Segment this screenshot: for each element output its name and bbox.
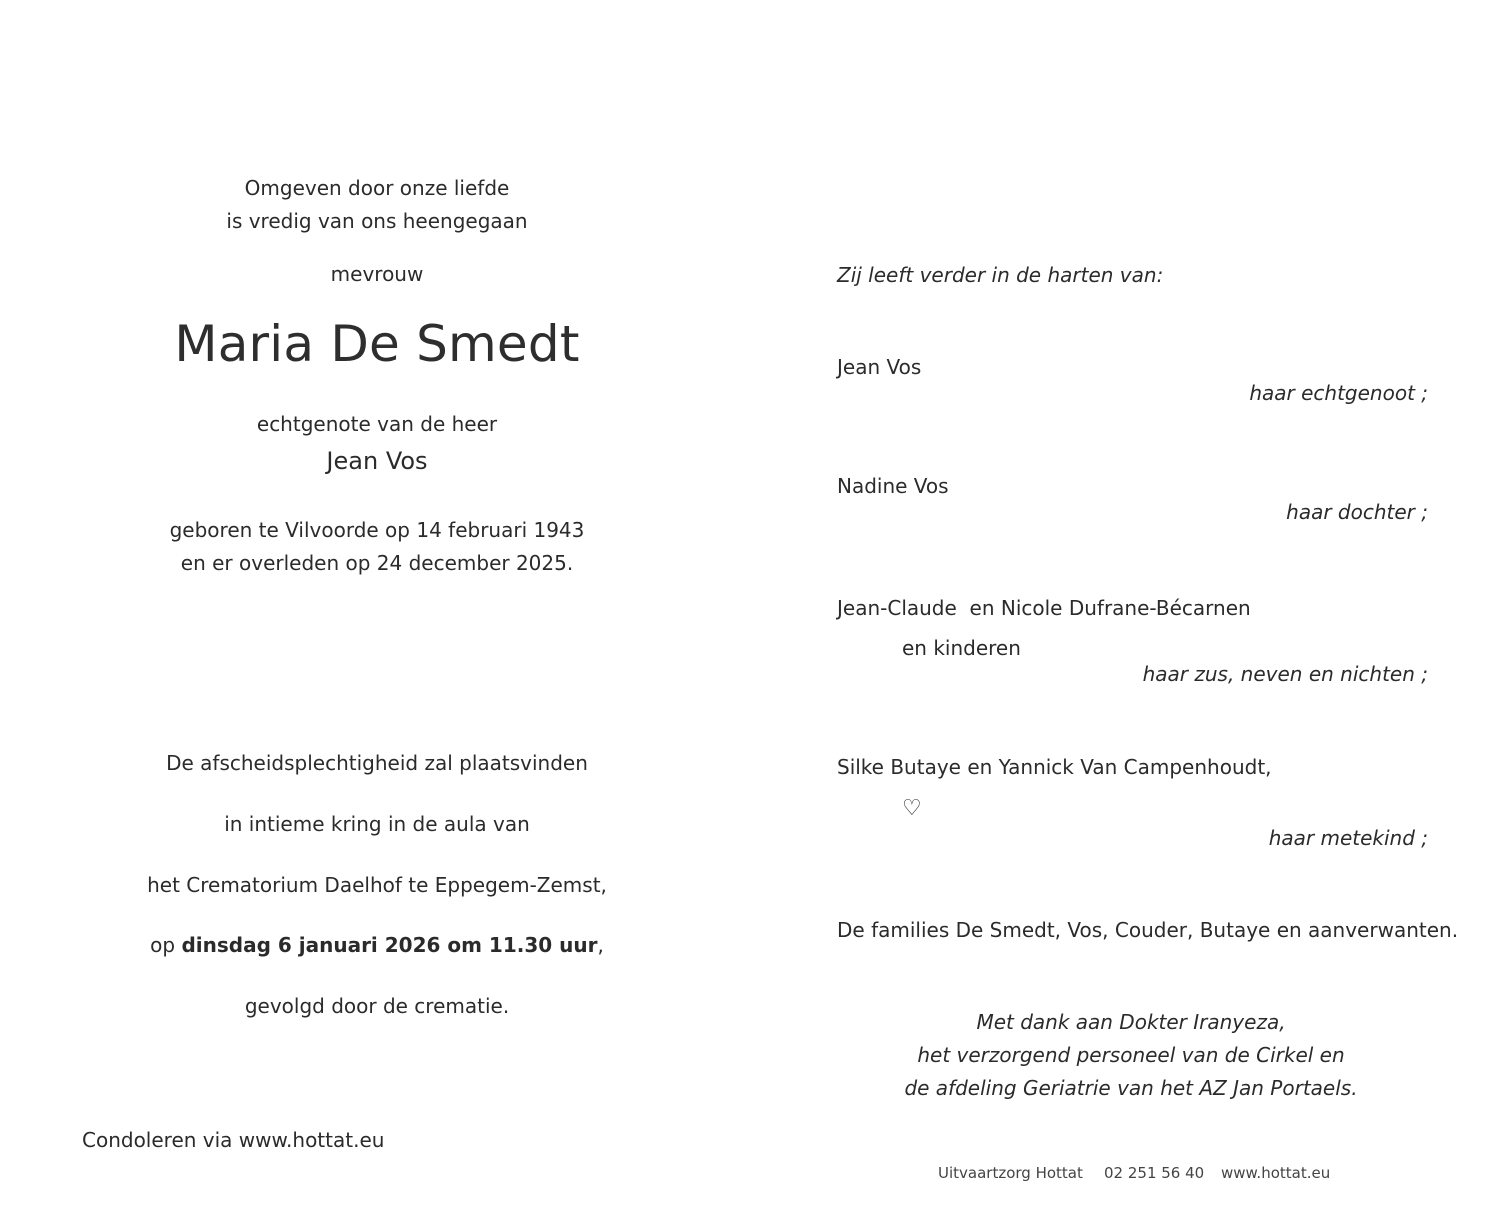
families-line: De families De Smedt, Vos, Couder, Butaye en aanverwanten. [837, 918, 1459, 942]
footer-phone: 02 251 56 40 [1104, 1164, 1205, 1182]
birth-line: geboren te Vilvoorde op 14 februari 1943 [169, 518, 585, 542]
footer-company: Uitvaartzorg Hottat [938, 1164, 1083, 1182]
honorific: mevrouw [330, 262, 424, 286]
deceased-name: Maria De Smedt [174, 315, 580, 373]
relative-name-4: Silke Butaye en Yannick Van Campenhoudt, [837, 755, 1272, 779]
ceremony-date-prefix: op [150, 933, 182, 957]
ceremony-date-line [150, 933, 604, 957]
relative-relation-2: haar dochter ; [1286, 500, 1428, 524]
ceremony-date: dinsdag 6 januari 2026 om 11.30 uur [181, 933, 598, 957]
relative-relation-4: haar metekind ; [1268, 826, 1428, 850]
relative-relation-1: haar echtgenoot ; [1249, 381, 1428, 405]
right-heading: Zij leeft verder in de harten van: [837, 263, 1164, 287]
relative-name-3: Jean-Claude en Nicole Dufrane-Bécarnen [837, 596, 1251, 620]
thanks-line-2: het verzorgend personeel van de Cirkel en [917, 1043, 1345, 1067]
relative-name-1: Jean Vos [837, 355, 922, 379]
ceremony-line-2: in intieme kring in de aula van [224, 812, 530, 836]
intro-line-2: is vredig van ons heengegaan [226, 209, 528, 233]
spouse-name: Jean Vos [326, 447, 428, 475]
ceremony-line-5: gevolgd door de crematie. [244, 994, 510, 1018]
footer-website[interactable]: www.hottat.eu [1221, 1164, 1331, 1182]
condolence-link[interactable]: Condoleren via www.hottat.eu [82, 1128, 385, 1152]
thanks-line-3: de afdeling Geriatrie van het AZ Jan Portaels. [904, 1076, 1358, 1100]
ceremony-date-suffix: , [597, 933, 604, 957]
heart-icon: ♡ [902, 796, 922, 821]
relative-sub-3: en kinderen [902, 636, 1021, 660]
thanks-line-1: Met dank aan Dokter Iranyeza, [976, 1010, 1286, 1034]
relative-name-2: Nadine Vos [837, 474, 949, 498]
ceremony-line-3: het Crematorium Daelhof te Eppegem-Zemst, [147, 873, 607, 897]
intro-line-1: Omgeven door onze liefde [244, 176, 510, 200]
relative-relation-3: haar zus, neven en nichten ; [1142, 662, 1428, 686]
death-line: en er overleden op 24 december 2025. [180, 551, 574, 575]
spouse-intro: echtgenote van de heer [256, 412, 498, 436]
ceremony-line-1: De afscheidsplechtigheid zal plaatsvinden [166, 751, 588, 775]
